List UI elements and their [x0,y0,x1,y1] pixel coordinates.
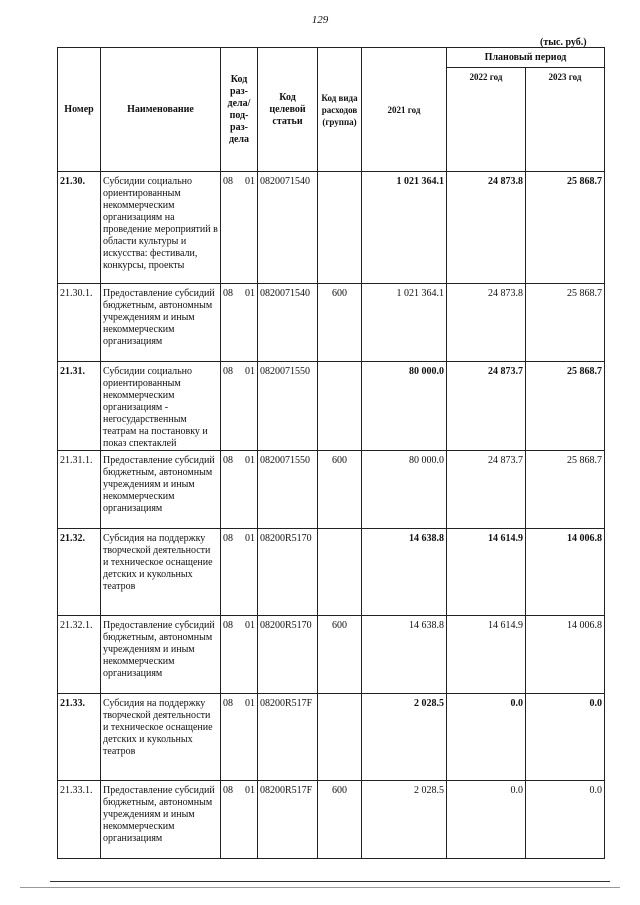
row-name: Предоставление субсидий бюджетным, автономным учреждениям и иным некоммерческим организациям [101,616,221,694]
section-code: 08 [223,785,233,796]
row-number: 21.32. [58,529,101,616]
section-code: 08 [223,366,233,377]
subsection-code: 01 [245,698,255,709]
row-section-code [221,451,258,529]
row-value-2021: 1 021 364.1 [362,284,447,362]
table-row [58,616,605,694]
row-value-2023: 14 006.8 [526,616,605,694]
row-target-code: 08200R517F [258,781,318,859]
row-section-code [221,529,258,616]
section-code: 08 [223,288,233,299]
row-value-2021: 2 028.5 [362,781,447,859]
row-name: Предоставление субсидий бюджетным, автономным учреждениям и иным некоммерческим организациям [101,451,221,529]
row-value-2021: 14 638.8 [362,529,447,616]
row-value-2022: 24 873.8 [447,172,526,284]
section-code: 08 [223,698,233,709]
table-row [58,781,605,859]
row-value-2022: 14 614.9 [447,529,526,616]
row-value-2022: 0.0 [447,781,526,859]
row-name: Субсидии социально ориентированным некоммерческим организациям на проведение мероприятий в области культуры и искусства: фестивали, конкурсы, проекты [101,172,221,284]
row-value-2021: 2 028.5 [362,694,447,781]
row-section-code [221,172,258,284]
row-section-code [221,694,258,781]
row-value-2021: 1 021 364.1 [362,172,447,284]
row-name: Субсидии социально ориентированным некоммерческим организациям - негосударственным театрам на постановку и показ спектаклей [101,362,221,451]
row-value-2022: 0.0 [447,694,526,781]
row-expense-code [318,362,362,451]
row-number: 21.33. [58,694,101,781]
row-value-2023: 14 006.8 [526,529,605,616]
section-code: 08 [223,620,233,631]
subsection-code: 01 [245,288,255,299]
header-expense: Код вида расходов (группа) [318,48,362,172]
header-number: Номер [58,48,101,172]
header-target: Код целевой статьи [258,48,318,172]
row-value-2023: 0.0 [526,781,605,859]
row-value-2022: 24 873.7 [447,362,526,451]
row-expense-code: 600 [318,284,362,362]
subsection-code: 01 [245,176,255,187]
header-2023: 2023 год [526,68,605,172]
table-row [58,451,605,529]
row-target-code: 08200R517F [258,694,318,781]
row-number: 21.30. [58,172,101,284]
subsection-code: 01 [245,533,255,544]
row-name: Предоставление субсидий бюджетным, автономным учреждениям и иным некоммерческим организациям [101,284,221,362]
table-row [58,172,605,284]
row-value-2022: 24 873.7 [447,451,526,529]
header-section: Код раз-дела/ под-раз-дела [221,48,258,172]
row-value-2021: 80 000.0 [362,362,447,451]
row-number: 21.30.1. [58,284,101,362]
row-expense-code [318,529,362,616]
subsection-code: 01 [245,366,255,377]
row-name: Субсидия на поддержку творческой деятельности и техническое оснащение детских и кукольных театров [101,694,221,781]
row-target-code: 0820071550 [258,362,318,451]
row-value-2023: 0.0 [526,694,605,781]
page-bottom-rule-2 [20,887,620,888]
page-number: 129 [311,14,329,26]
section-code: 08 [223,533,233,544]
row-expense-code: 600 [318,781,362,859]
row-section-code [221,362,258,451]
row-expense-code [318,694,362,781]
row-value-2022: 24 873.8 [447,284,526,362]
section-code: 08 [223,455,233,466]
row-target-code: 0820071540 [258,172,318,284]
row-target-code: 0820071550 [258,451,318,529]
row-value-2023: 25 868.7 [526,362,605,451]
row-number: 21.31.1. [58,451,101,529]
header-name: Наименование [101,48,221,172]
page-bottom-rule [50,881,610,882]
row-value-2023: 25 868.7 [526,172,605,284]
section-code: 08 [223,176,233,187]
row-value-2023: 25 868.7 [526,451,605,529]
row-expense-code: 600 [318,616,362,694]
header-2022: 2022 год [447,68,526,172]
header-2021: 2021 год [362,48,447,172]
row-number: 21.31. [58,362,101,451]
row-name: Субсидия на поддержку творческой деятельности и техническое оснащение детских и кукольных театров [101,529,221,616]
row-value-2023: 25 868.7 [526,284,605,362]
row-name: Предоставление субсидий бюджетным, автономным учреждениям и иным некоммерческим организациям [101,781,221,859]
subsection-code: 01 [245,620,255,631]
subsection-code: 01 [245,455,255,466]
row-section-code [221,781,258,859]
row-target-code: 08200R5170 [258,529,318,616]
row-value-2022: 14 614.9 [447,616,526,694]
row-target-code: 0820071540 [258,284,318,362]
row-expense-code [318,172,362,284]
row-value-2021: 14 638.8 [362,616,447,694]
table-row [58,529,605,616]
row-number: 21.33.1. [58,781,101,859]
units-label: (тыс. руб.) [540,37,587,48]
row-expense-code: 600 [318,451,362,529]
row-number: 21.32.1. [58,616,101,694]
header-plan-period: Плановый период [447,48,605,68]
row-value-2021: 80 000.0 [362,451,447,529]
table-row [58,362,605,451]
table-row [58,284,605,362]
table-row [58,694,605,781]
budget-table [57,47,605,859]
subsection-code: 01 [245,785,255,796]
row-section-code [221,616,258,694]
row-target-code: 08200R5170 [258,616,318,694]
row-section-code [221,284,258,362]
